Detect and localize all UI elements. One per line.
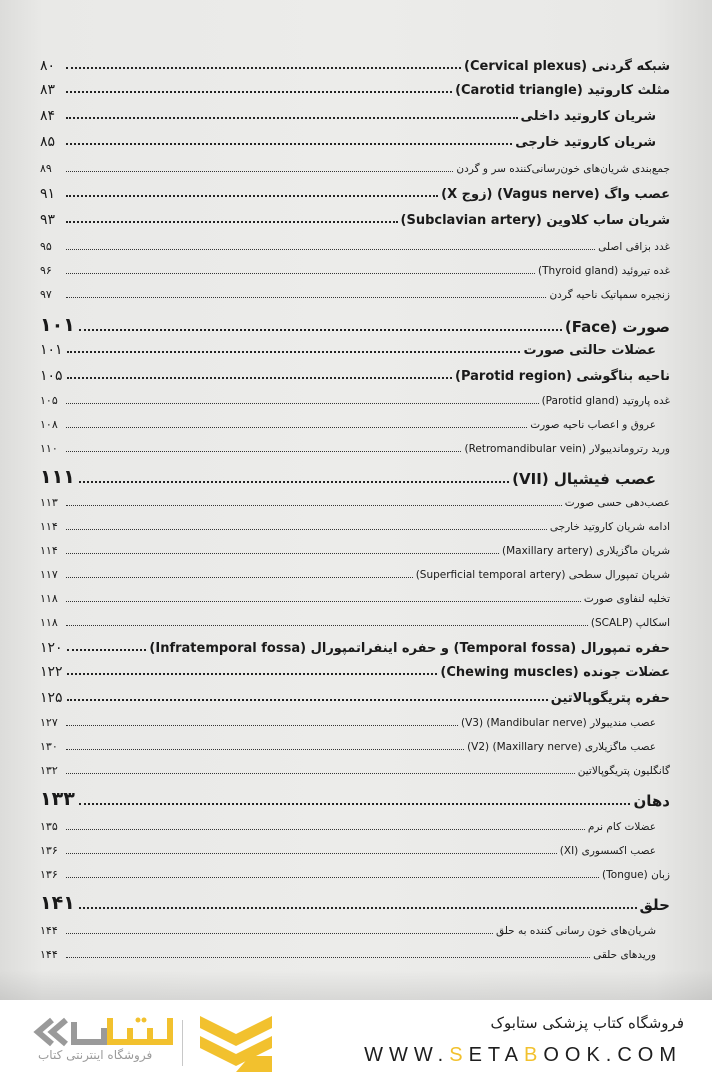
dot-leader — [66, 249, 595, 250]
dot-leader — [67, 377, 452, 379]
toc-entry-title: وریدهای حلقی — [593, 949, 656, 961]
toc-entry[interactable] — [40, 568, 670, 581]
dot-leader — [79, 481, 509, 483]
toc-entry-title: عضلات کام نرم — [587, 821, 656, 833]
toc-entry-page-number: ۱۴۱ — [40, 892, 75, 914]
url-suffix: OOK.COM — [543, 1044, 682, 1066]
toc-entry-page-number: ۱۱۴ — [40, 520, 58, 533]
store-url[interactable] — [364, 1044, 682, 1067]
toc-entry-title: شریان ماگزیلاری (Maxillary artery) — [501, 545, 670, 557]
logo-divider — [182, 1020, 183, 1066]
url-prefix: WWW. — [364, 1044, 450, 1066]
toc-entry-page-number: ۱۳۵ — [40, 820, 58, 833]
toc-entry-title: زنجیره سمپاتیک ناحیه گردن — [549, 289, 670, 301]
toc-entry-page-number: ۹۷ — [40, 288, 52, 301]
toc-entry-title: غده تیروئید (Thyroid gland) — [537, 265, 670, 277]
toc-entry[interactable] — [40, 716, 670, 729]
toc-entry-title: ورید رتروماندیبولار (Retromandibular vein) — [464, 443, 670, 455]
dot-leader — [66, 297, 546, 298]
toc-entry[interactable] — [40, 520, 670, 533]
toc-entry-title: عضلات جونده (Chewing muscles) — [440, 665, 670, 680]
toc-entry-title: دهان — [633, 792, 670, 810]
dot-leader — [66, 933, 493, 934]
toc-entry-title: عصب مندیبولار (Mandibular nerve) (V3) — [460, 717, 656, 729]
toc-entry-page-number: ۱۲۵ — [40, 690, 63, 706]
dot-leader — [66, 195, 438, 197]
toc-entry[interactable] — [40, 868, 670, 881]
toc-entry-title: شریان تمپورال سطحی (Superficial temporal artery) — [415, 569, 670, 581]
dot-leader — [66, 91, 452, 93]
dot-leader — [66, 829, 585, 830]
toc-entry-page-number: ۱۳۲ — [40, 764, 58, 777]
dot-leader — [66, 403, 539, 404]
toc-entry-title: حلق — [639, 896, 670, 914]
toc-entry-page-number: ۱۳۶ — [40, 868, 58, 881]
dot-leader — [66, 117, 518, 119]
toc-entry-page-number: ۸۵ — [40, 134, 56, 150]
dot-leader — [66, 505, 562, 506]
dot-leader — [66, 853, 557, 854]
toc-entry[interactable] — [40, 342, 670, 358]
toc-entry-page-number: ۱۳۶ — [40, 844, 58, 857]
setabook-wordmark-icon — [30, 1014, 175, 1050]
url-accent-b: B — [523, 1044, 544, 1066]
dot-leader — [66, 273, 535, 274]
toc-entry[interactable] — [40, 764, 670, 777]
dot-leader — [66, 577, 413, 578]
toc-entry-page-number: ۹۵ — [40, 240, 52, 253]
toc-entry[interactable] — [40, 212, 670, 228]
dot-leader — [66, 427, 527, 428]
toc-entry[interactable] — [40, 592, 670, 605]
toc-entry-title: مثلث کاروتید (Carotid triangle) — [455, 83, 670, 98]
toc-entry-title: اسکالپ (SCALP) — [590, 617, 670, 629]
dot-leader — [66, 957, 590, 958]
toc-entry-title: شریان کاروتید داخلی — [520, 109, 656, 124]
toc-entry[interactable] — [40, 240, 670, 253]
toc-entry[interactable] — [40, 740, 670, 753]
toc-entry-title: جمع‌بندی شریان‌های خون‌رسانی‌کننده سر و گردن — [456, 163, 670, 175]
dot-leader — [79, 803, 631, 805]
dot-leader — [66, 221, 398, 223]
toc-entry[interactable] — [40, 664, 670, 680]
toc-entry[interactable] — [40, 892, 670, 914]
toc-entry[interactable] — [40, 58, 670, 74]
toc-entry-title: شریان کاروتید خارجی — [515, 135, 656, 150]
toc-entry-title: شریان ساب کلاوین (Subclavian artery) — [400, 213, 670, 228]
toc-entry-page-number: ۱۱۸ — [40, 616, 58, 629]
toc-entry-page-number: ۱۰۱ — [40, 314, 75, 336]
toc-entry-page-number: ۸۰ — [40, 58, 56, 74]
toc-entry-title: عصب فیشیال (VII) — [512, 470, 656, 488]
toc-entry[interactable] — [40, 466, 670, 488]
toc-entry[interactable] — [40, 162, 670, 175]
dot-leader — [66, 625, 588, 626]
toc-entry-page-number: ۱۲۲ — [40, 664, 63, 680]
dot-leader — [66, 725, 458, 726]
toc-entry-page-number: ۱۲۷ — [40, 716, 58, 729]
dot-leader — [66, 67, 461, 69]
dot-leader — [66, 877, 599, 878]
dot-leader — [66, 601, 581, 602]
toc-entry-title: عصب واگ (Vagus nerve) (زوج X) — [441, 187, 670, 202]
toc-entry[interactable] — [40, 640, 670, 656]
toc-entry-title: زبان (Tongue) — [602, 869, 670, 881]
toc-entry-page-number: ۱۳۳ — [40, 788, 75, 810]
toc-entry-page-number: ۱۱۷ — [40, 568, 58, 581]
url-eta: ETA — [468, 1044, 524, 1066]
toc-entry-page-number: ۱۱۰ — [40, 442, 58, 455]
toc-entry-page-number: ۱۰۵ — [40, 368, 63, 384]
chevron-books-icon — [200, 1016, 272, 1072]
toc-entry-page-number: ۱۱۱ — [40, 466, 75, 488]
toc-entry[interactable] — [40, 418, 670, 431]
toc-entry[interactable] — [40, 442, 670, 455]
toc-entry-title: ادامه شریان کاروتید خارجی — [549, 521, 670, 533]
toc-entry-page-number: ۱۰۵ — [40, 394, 58, 407]
toc-entry-page-number: ۹۶ — [40, 264, 52, 277]
toc-entry[interactable] — [40, 82, 670, 98]
toc-entry[interactable] — [40, 314, 670, 336]
toc-entry-title: غده پاروتید (Parotid gland) — [541, 395, 670, 407]
toc-entry[interactable] — [40, 134, 670, 150]
toc-entry-page-number: ۹۱ — [40, 186, 56, 202]
url-accent-s: S — [449, 1044, 469, 1066]
toc-entry-title: حفره تمپورال (Temporal fossa) و حفره اینفراتمپورال (Infratemporal fossa) — [149, 641, 670, 656]
toc-entry[interactable] — [40, 108, 670, 124]
toc-entry-title: عضلات حالتی صورت — [523, 343, 656, 358]
setabook-logo[interactable] — [30, 1012, 280, 1072]
dot-leader — [66, 749, 464, 750]
toc-entry-title: عروق و اعصاب ناحیه صورت — [530, 419, 656, 431]
toc-entry[interactable] — [40, 924, 670, 937]
toc-entry-page-number: ۱۱۳ — [40, 496, 58, 509]
dot-leader — [79, 329, 562, 331]
toc-entry[interactable] — [40, 948, 670, 961]
dot-leader — [67, 649, 147, 651]
toc-entry-title: گانگلیون پتریگوپالاتین — [577, 765, 670, 777]
toc-entry-page-number: ۱۰۸ — [40, 418, 58, 431]
toc-entry-page-number: ۸۹ — [40, 162, 52, 175]
toc-entry-title: غدد بزاقی اصلی — [598, 241, 670, 253]
toc-entry-title: عصب اکسسوری (XI) — [559, 845, 656, 857]
toc-entry-title: شریان‌های خون رسانی کننده به حلق — [495, 925, 656, 937]
toc-entry[interactable] — [40, 368, 670, 384]
dot-leader — [66, 171, 453, 172]
toc-entry-page-number: ۸۳ — [40, 82, 56, 98]
dot-leader — [66, 773, 575, 774]
store-name: فروشگاه کتاب پزشکی ستابوک — [490, 1014, 684, 1032]
dot-leader — [66, 451, 461, 452]
dot-leader — [66, 143, 512, 145]
toc-entry-title: عصب ماگزیلاری (Maxillary nerve) (V2) — [467, 741, 656, 753]
toc-entry-page-number: ۱۴۴ — [40, 948, 58, 961]
toc-entry-page-number: ۱۴۴ — [40, 924, 58, 937]
toc-entry-title: حفره پتریگوپالاتین — [550, 691, 670, 706]
toc-entry-page-number: ۹۳ — [40, 212, 56, 228]
dot-leader — [67, 699, 548, 701]
toc-entry[interactable] — [40, 616, 670, 629]
toc-entry[interactable] — [40, 394, 670, 407]
toc-entry-page-number: ۱۰۱ — [40, 342, 63, 358]
toc-entry-title: شبکه گردنی (Cervical plexus) — [464, 59, 670, 74]
toc-entry[interactable] — [40, 844, 670, 857]
toc-entry[interactable] — [40, 186, 670, 202]
toc-entry[interactable] — [40, 690, 670, 706]
store-banner — [0, 1000, 712, 1080]
toc-entry-title: تخلیه لنفاوی صورت — [583, 593, 670, 605]
dot-leader — [66, 553, 499, 554]
dot-leader — [79, 907, 637, 909]
toc-entry-title: عصب‌دهی حسی صورت — [564, 497, 670, 509]
toc-entry-title: ناحیه بناگوشی (Parotid region) — [455, 369, 670, 384]
toc-entry-page-number: ۱۱۴ — [40, 544, 58, 557]
dot-leader — [67, 673, 438, 675]
toc-entry-page-number: ۱۱۸ — [40, 592, 58, 605]
toc-entry-page-number: ۸۴ — [40, 108, 56, 124]
toc-entry-page-number: ۱۳۰ — [40, 740, 58, 753]
dot-leader — [66, 529, 547, 530]
toc-entry[interactable] — [40, 820, 670, 833]
toc-entry[interactable] — [40, 264, 670, 277]
dot-leader — [67, 351, 521, 353]
logo-subtitle: فروشگاه اینترنتی کتاب — [38, 1048, 153, 1062]
toc-entry[interactable] — [40, 496, 670, 509]
toc-entry-page-number: ۱۲۰ — [40, 640, 63, 656]
toc-entry-title: صورت (Face) — [564, 318, 670, 336]
toc-entry[interactable] — [40, 288, 670, 301]
toc-entry[interactable] — [40, 544, 670, 557]
toc-entry[interactable] — [40, 788, 670, 810]
